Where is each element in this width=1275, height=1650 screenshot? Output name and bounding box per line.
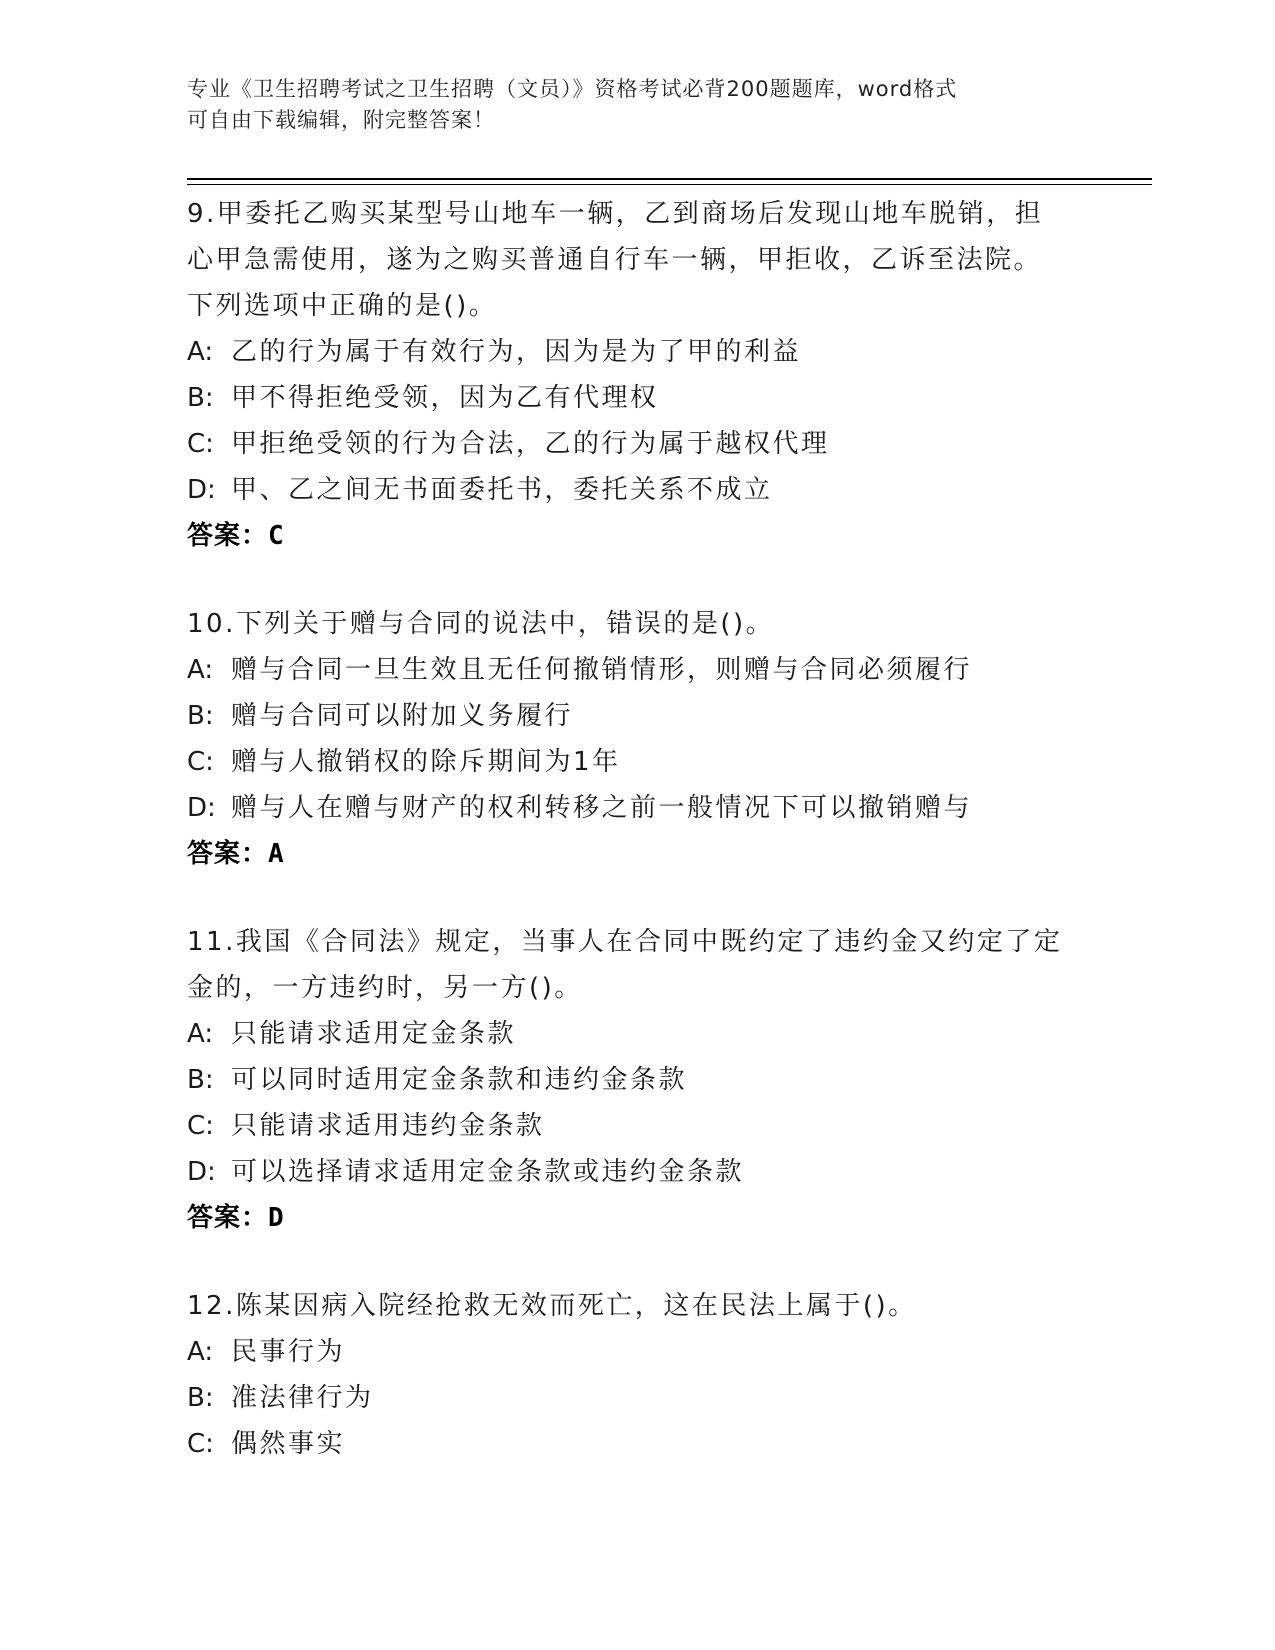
answer-label: 答案： (187, 521, 269, 551)
option-c (187, 1421, 1067, 1467)
option-text: 准法律行为 (231, 1383, 374, 1413)
option-letter: A: (187, 1337, 214, 1367)
question-12 (187, 1283, 1067, 1467)
option-b (187, 693, 1067, 739)
option-text: 赠与合同可以附加义务履行 (231, 701, 574, 731)
option-letter: C: (187, 429, 214, 459)
answer-value: A (268, 839, 285, 869)
answer-line (187, 831, 1067, 877)
option-letter: D: (187, 475, 216, 505)
option-letter: C: (187, 1429, 214, 1459)
question-spacer (187, 877, 1067, 919)
option-text: 赠与人撤销权的除斥期间为1年 (231, 747, 621, 777)
option-text: 赠与人在赠与财产的权利转移之前一般情况下可以撤销赠与 (231, 793, 973, 823)
option-c (187, 1103, 1067, 1149)
question-stem-line: 心甲急需使用，遂为之购买普通自行车一辆，甲拒收，乙诉至法院。 (187, 245, 1043, 275)
option-b (187, 1375, 1067, 1421)
option-letter: D: (187, 793, 216, 823)
option-d (187, 785, 1067, 831)
option-text: 甲不得拒绝受领，因为乙有代理权 (231, 383, 659, 413)
header-divider-thick (187, 178, 1152, 180)
option-b (187, 1057, 1067, 1103)
option-text: 可以选择请求适用定金条款或违约金条款 (231, 1157, 745, 1187)
question-9 (187, 191, 1067, 559)
option-text: 只能请求适用违约金条款 (231, 1111, 545, 1141)
answer-label: 答案： (187, 839, 269, 869)
question-11 (187, 919, 1067, 1241)
option-a (187, 1011, 1067, 1057)
option-text: 偶然事实 (231, 1429, 346, 1459)
question-list (187, 191, 1067, 1467)
header-line-2: 可自由下载编辑，附完整答案！ (187, 108, 495, 132)
option-a (187, 329, 1067, 375)
answer-line (187, 513, 1067, 559)
option-d (187, 467, 1067, 513)
option-letter: B: (187, 1383, 214, 1413)
option-text: 甲拒绝受领的行为合法，乙的行为属于越权代理 (231, 429, 830, 459)
document-header (187, 74, 1067, 136)
question-stem-line: 12.陈某因病入院经抢救无效而死亡，这在民法上属于()。 (187, 1291, 917, 1321)
question-stem-line: 金的，一方违约时，另一方()。 (187, 973, 583, 1003)
option-b (187, 375, 1067, 421)
option-letter: C: (187, 1111, 214, 1141)
answer-label: 答案： (187, 1203, 269, 1233)
option-a (187, 1329, 1067, 1375)
option-letter: A: (187, 1019, 214, 1049)
option-text: 可以同时适用定金条款和违约金条款 (231, 1065, 688, 1095)
question-stem-line: 10.下列关于赠与合同的说法中，错误的是()。 (187, 609, 775, 639)
option-letter: C: (187, 747, 214, 777)
option-letter: B: (187, 383, 214, 413)
answer-value: C (268, 521, 285, 551)
option-text: 只能请求适用定金条款 (231, 1019, 517, 1049)
question-stem-line: 9.甲委托乙购买某型号山地车一辆，乙到商场后发现山地车脱销，担 (187, 199, 1044, 229)
option-d (187, 1149, 1067, 1195)
option-letter: A: (187, 655, 214, 685)
option-letter: A: (187, 337, 214, 367)
header-line-1: 专业《卫生招聘考试之卫生招聘（文员）》资格考试必背200题题库，word格式 (187, 77, 958, 101)
option-text: 民事行为 (231, 1337, 346, 1367)
question-10 (187, 601, 1067, 877)
option-c (187, 421, 1067, 467)
option-text: 赠与合同一旦生效且无任何撤销情形，则赠与合同必须履行 (231, 655, 973, 685)
question-spacer (187, 1241, 1067, 1283)
question-stem-line: 下列选项中正确的是()。 (187, 291, 498, 321)
header-divider-thin (187, 184, 1152, 185)
answer-line (187, 1195, 1067, 1241)
option-text: 甲、乙之间无书面委托书，委托关系不成立 (231, 475, 773, 505)
option-letter: B: (187, 1065, 214, 1095)
option-letter: D: (187, 1157, 216, 1187)
option-c (187, 739, 1067, 785)
option-a (187, 647, 1067, 693)
question-spacer (187, 559, 1067, 601)
question-stem-line: 11.我国《合同法》规定，当事人在合同中既约定了违约金又约定了定 (187, 927, 1063, 957)
option-letter: B: (187, 701, 214, 731)
option-text: 乙的行为属于有效行为，因为是为了甲的利益 (231, 337, 802, 367)
answer-value: D (268, 1203, 285, 1233)
